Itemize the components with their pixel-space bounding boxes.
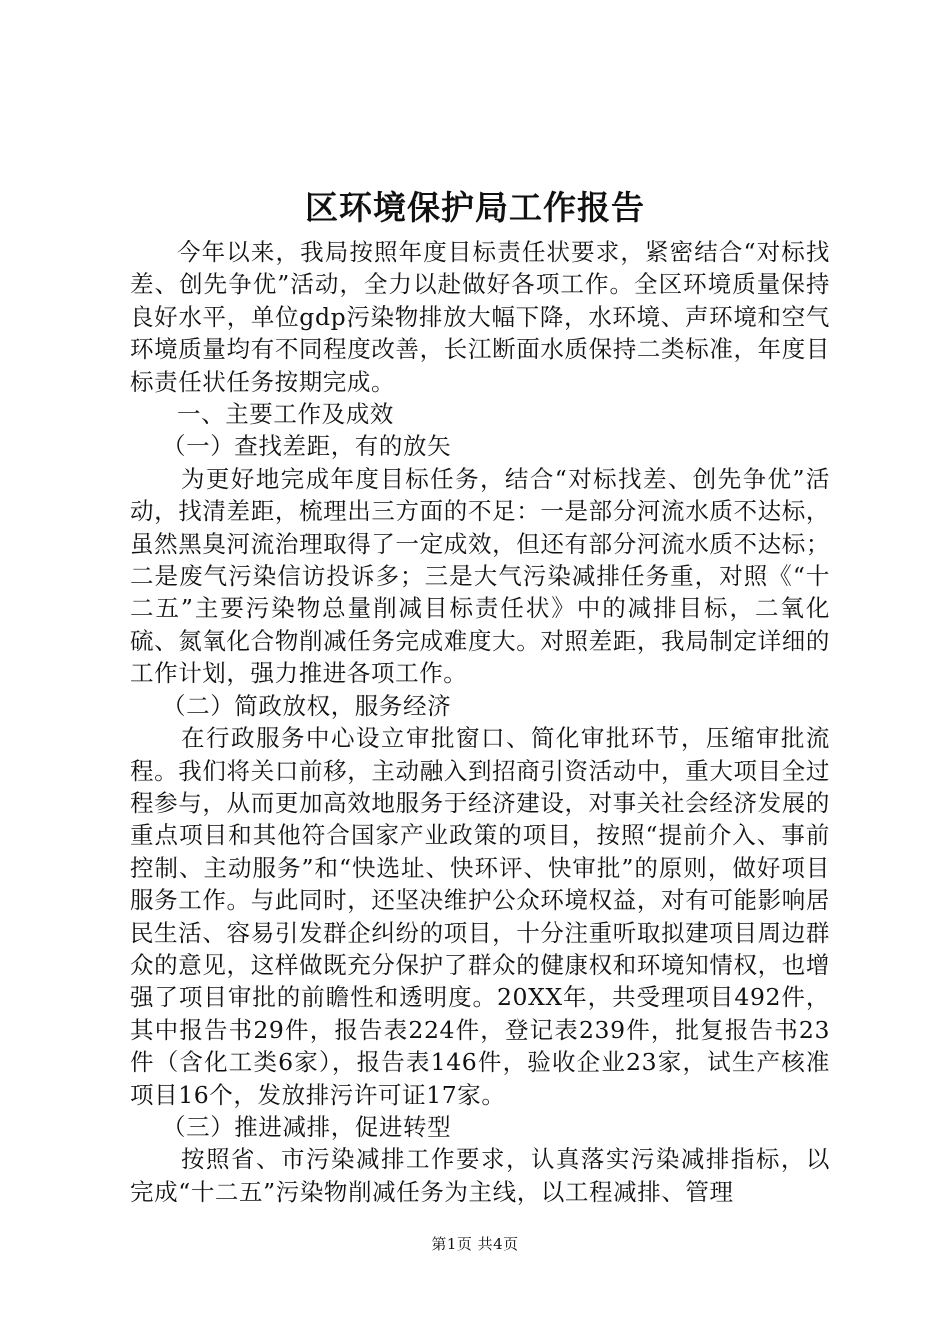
subsection-heading-1: （一）查找差距，有的放矢	[162, 432, 452, 461]
section-heading-main-work: 一、主要工作及成效	[177, 400, 394, 429]
subsection-heading-2: （二）简政放权，服务经济	[162, 691, 452, 720]
paragraph-service-economy: 在行政服务中心设立审批窗口、简化审批环节，压缩审批流程。我们将关口前移，主动融入到招商引资活动中，重大项目全过程参与，从而更加高效地服务于经济建设，对事关社会经济发展的重点项目和其他符合国家产业政策的项目，按照“提前介入、事前控制、主动服务”和“快选址、快环评、快审批”的原则，做好项目服务工作。与此同时，还坚决维护公众环境权益，对有可能影响居民生活、容易引发群企纠纷的项目，十分注重听取拟建项目周边群众的意见，这样做既充分保护了群众的健康权和环境知情权，也增强了项目审批的前瞻性和透明度。20XX年，共受理项目492件，其中报告书29件，报告表224件，登记表239件，批复报告书23件（含化工类6家），报告表146件，验收企业23家，试生产核准项目16个，发放排污许可证17家。	[130, 724, 830, 1109]
paragraph-emission-reduction: 按照省、市污染减排工作要求，认真落实污染减排指标，以完成“十二五”污染物削减任务为主线，以工程减排、管理	[130, 1145, 830, 1206]
document-body	[130, 236, 830, 1208]
page-footer: 第1页 共4页	[431, 1235, 519, 1253]
intro-paragraph: 今年以来，我局按照年度目标责任状要求，紧密结合“对标找差、创先争优”活动，全力以赴做好各项工作。全区环境质量保持良好水平，单位gdp污染物排放大幅下降，水环境、声环境和空气环境质量均有不同程度改善，长江断面水质保持二类标准，年度目标责任状任务按期完成。	[130, 238, 830, 396]
subsection-heading-3: （三）推进减排，促进转型	[162, 1112, 452, 1141]
paragraph-gap-analysis: 为更好地完成年度目标任务，结合“对标找差、创先争优”活动，找清差距，梳理出三方面的不足：一是部分河流水质不达标，虽然黑臭河流治理取得了一定成效，但还有部分河流水质不达标；二是废气污染信访投诉多；三是大气污染减排任务重，对照《“十二五”主要污染物总量削减目标责任状》中的减排目标，二氧化硫、氮氧化合物削减任务完成难度大。对照差距，我局制定详细的工作计划，强力推进各项工作。	[130, 464, 830, 688]
document-title: 区环境保护局工作报告	[305, 188, 645, 227]
